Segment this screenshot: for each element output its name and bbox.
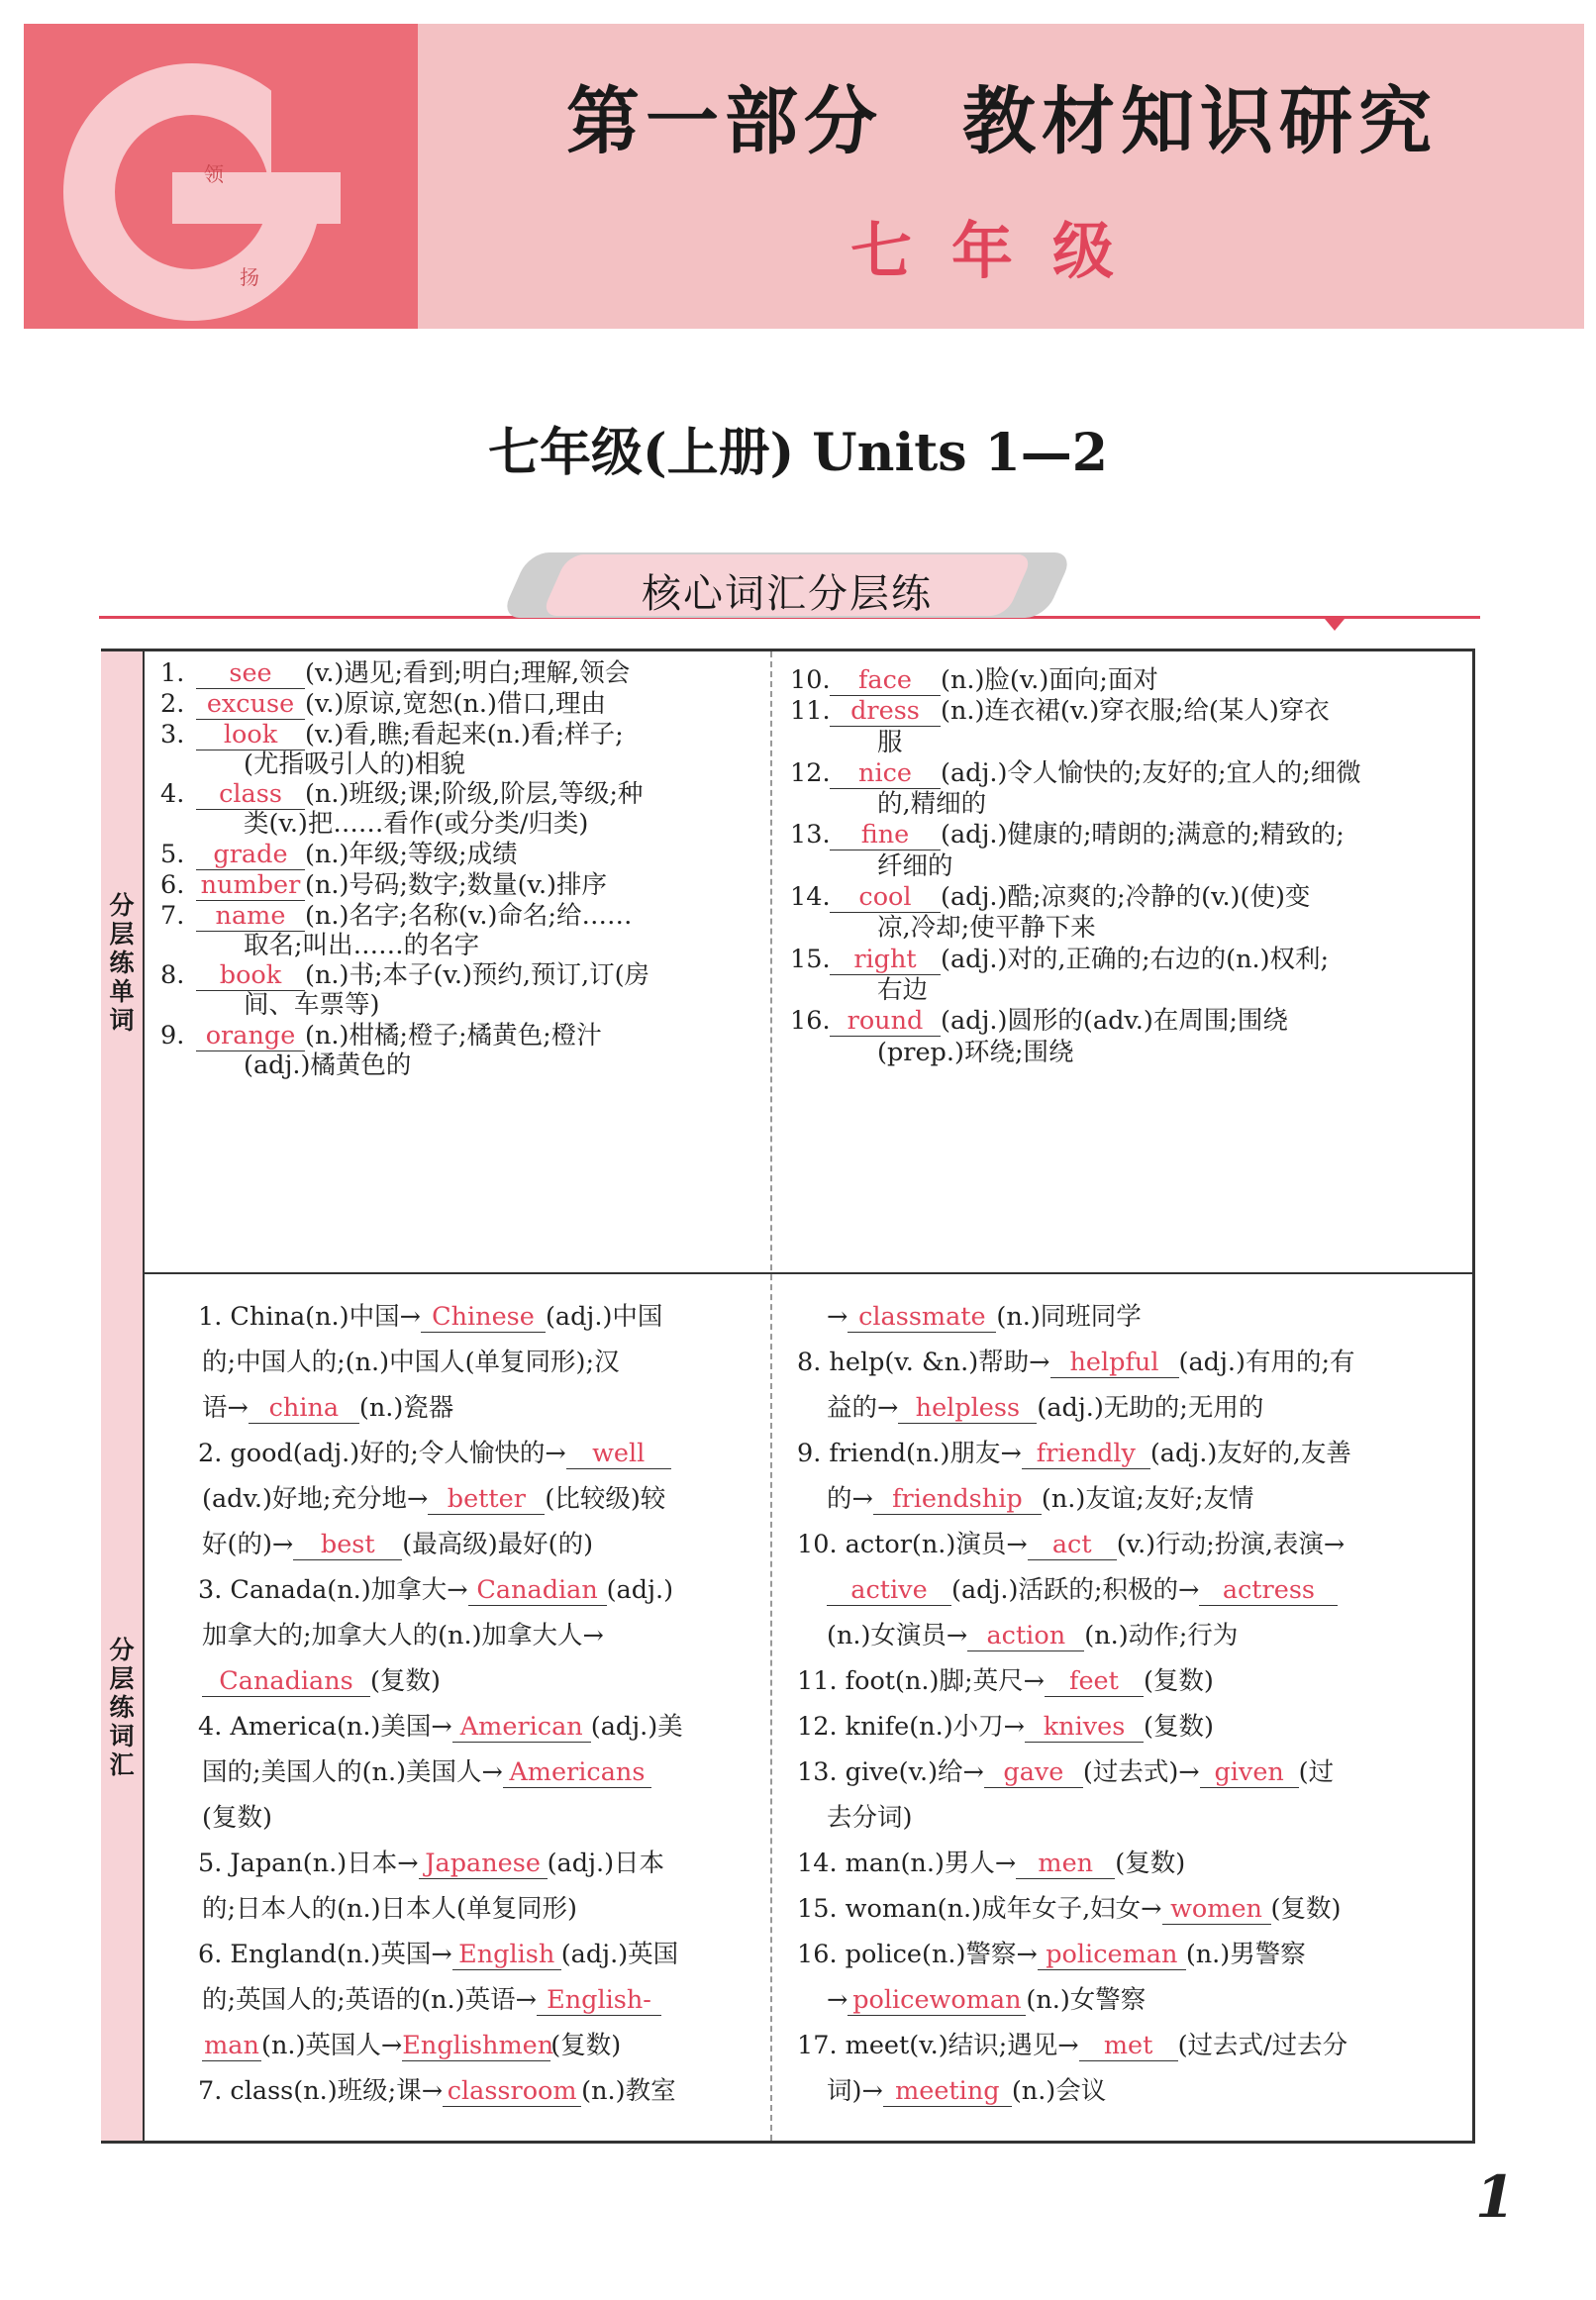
item-text: 2. good(adj.)好的;令人愉快的→ [198, 1439, 566, 1468]
item-text: (复数) [550, 2031, 622, 2060]
item-text: 益的→ [827, 1393, 899, 1423]
item-number: 11. [790, 696, 831, 727]
logo-cut [271, 63, 390, 182]
item-text: (n.)男警察 [1185, 1940, 1306, 1969]
list-item [790, 696, 1463, 727]
item-number: 6. [160, 869, 185, 900]
answer-blank[interactable]: American [452, 1712, 591, 1743]
answer-blank[interactable]: excuse [196, 689, 305, 720]
item-number: 3. [160, 720, 185, 750]
item-text: (n.)英国人→ [261, 2031, 403, 2060]
answer-blank[interactable]: men [1016, 1849, 1115, 1879]
item-text: (过去式)→ [1082, 1757, 1200, 1787]
list-item [790, 945, 1463, 975]
item-text: 间、车票等) [244, 990, 380, 1021]
answer-blank[interactable]: see [196, 658, 305, 689]
list-item [160, 720, 754, 750]
list-item [198, 1750, 752, 1795]
item-text: (v.)行动;扮演,表演→ [1116, 1530, 1346, 1559]
item-text: 14. man(n.)男人→ [797, 1849, 1017, 1878]
item-text: (n.)女演员→ [827, 1621, 968, 1650]
item-text: (v.)遇见;看到;明白;理解,领会 [305, 658, 631, 688]
answer-blank[interactable]: cool [830, 882, 941, 913]
logo-panel [24, 24, 418, 329]
list-item [198, 1431, 752, 1476]
item-text: (尤指吸引人的)相貌 [244, 750, 465, 779]
list-item [160, 870, 754, 901]
item-text: (n.)女警察 [1026, 1985, 1147, 2015]
item-text: (prep.)环绕;围绕 [877, 1037, 1074, 1067]
item-number: 16. [790, 1006, 831, 1037]
item-text: 类(v.)把……看作(或分类/归类) [244, 809, 589, 840]
item-text: 17. meet(v.)结识;遇见→ [797, 2031, 1079, 2060]
item-text: 13. give(v.)给→ [797, 1757, 984, 1787]
answer-blank[interactable]: best [293, 1530, 402, 1560]
side-label-vocab [101, 1273, 145, 2141]
answer-blank[interactable]: Japanese [419, 1849, 548, 1879]
answer-blank[interactable]: class [196, 779, 305, 810]
item-number: 2. [160, 689, 185, 719]
answer-blank[interactable]: Canadian [468, 1575, 607, 1606]
item-number: 15. [790, 944, 831, 974]
item-text: (n.)脸(v.)面向;面对 [941, 665, 1158, 695]
logo-bar [172, 172, 341, 224]
answer-blank[interactable]: dress [830, 696, 941, 727]
list-item [797, 1476, 1465, 1522]
answer-blank[interactable]: well [566, 1439, 671, 1469]
answer-blank[interactable]: man [202, 2031, 261, 2061]
item-text: (n.)动作;行为 [1084, 1621, 1239, 1650]
item-text: (n.)同班同学 [996, 1302, 1142, 1332]
page-number: 1 [1475, 2163, 1516, 2231]
item-text: 6. England(n.)英国→ [198, 1940, 452, 1969]
column-divider [770, 651, 772, 2141]
list-item [797, 1658, 1465, 1704]
item-text: 11. foot(n.)脚;英尺→ [797, 1666, 1045, 1696]
list-item [160, 991, 754, 1020]
answer-blank[interactable]: Chinese [421, 1302, 546, 1333]
list-item [790, 882, 1463, 913]
item-number: 13. [790, 820, 831, 850]
list-item [160, 960, 754, 991]
answer-blank[interactable]: policewoman [848, 1985, 1026, 2016]
answer-blank[interactable]: grade [196, 840, 305, 870]
item-number: 10. [790, 665, 831, 695]
item-text: (adv.)好地;充分地→ [202, 1484, 429, 1514]
list-item [198, 1476, 752, 1522]
item-text: 取名;叫出……的名字 [244, 930, 480, 960]
item-text: (adj.) [606, 1575, 674, 1605]
header-banner [24, 24, 1584, 329]
vocab-left-column [198, 1294, 752, 2114]
item-text: (n.)名字;名称(v.)命名;给…… [305, 900, 633, 931]
item-text: (adj.)活跃的;积极的→ [951, 1575, 1200, 1605]
answer-blank[interactable]: Canadians [202, 1666, 370, 1697]
list-item [797, 1431, 1465, 1476]
item-text: 凉,冷却;使平静下来 [877, 913, 1096, 944]
list-item [797, 1567, 1465, 1613]
words-left-column [160, 658, 754, 1080]
answer-blank[interactable]: English [452, 1940, 561, 1970]
answer-blank[interactable]: right [830, 945, 941, 975]
list-item [160, 689, 754, 720]
list-item [790, 1038, 1463, 1068]
item-text: 9. friend(n.)朋友→ [797, 1439, 1022, 1468]
item-text: (adj.)有用的;有 [1178, 1348, 1355, 1377]
item-text: (n.)班级;课;阶级,阶层,等级;种 [305, 779, 644, 810]
item-text: (n.)连衣裙(v.)穿衣服;给(某人)穿衣 [941, 696, 1330, 727]
item-text: (adj.)健康的;晴朗的;满意的;精致的; [941, 820, 1345, 850]
answer-blank[interactable]: classmate [848, 1302, 996, 1333]
list-item [790, 975, 1463, 1006]
item-text: (adj.)中国 [545, 1302, 663, 1332]
item-text: 10. actor(n.)演员→ [797, 1530, 1028, 1559]
answer-blank[interactable]: helpless [898, 1393, 1037, 1424]
item-text: 去分词) [827, 1803, 913, 1833]
list-item [790, 851, 1463, 882]
item-text: (复数) [370, 1666, 441, 1696]
item-text: (n.)瓷器 [358, 1393, 454, 1423]
item-text: 8. help(v. &n.)帮助→ [797, 1348, 1050, 1377]
list-item [797, 2023, 1465, 2068]
answer-blank[interactable]: number [196, 870, 305, 901]
item-text: (adj.)日本 [547, 1849, 665, 1878]
item-text: 5. Japan(n.)日本→ [198, 1849, 419, 1878]
item-text: 的→ [827, 1484, 873, 1514]
list-item [790, 789, 1463, 820]
item-text: (adj.)酷;凉爽的;冷静的(v.)(使)变 [941, 882, 1311, 913]
list-item [797, 1977, 1465, 2023]
item-number: 9. [160, 1020, 185, 1050]
item-text: 服 [877, 727, 903, 757]
section-title: 核心词汇分层练 [642, 571, 933, 617]
item-text: (过去式/过去分 [1177, 2031, 1348, 2060]
list-item [198, 1795, 752, 1841]
item-number: 14. [790, 882, 831, 913]
item-text: (adj.)友好的,友善 [1149, 1439, 1351, 1468]
list-item [790, 913, 1463, 944]
item-text: (v.)原谅,宽恕(n.)借口,理由 [305, 689, 607, 719]
list-item [198, 1977, 752, 2023]
answer-blank[interactable]: actress [1199, 1575, 1338, 1606]
item-text: (n.)书;本子(v.)预约,预订,订(房 [305, 960, 650, 991]
list-item [797, 1385, 1465, 1431]
item-text: (adj.)英国 [560, 1940, 679, 1969]
answer-blank[interactable]: orange [196, 1021, 305, 1051]
answer-blank[interactable]: helpful [1050, 1348, 1179, 1378]
list-item [790, 665, 1463, 696]
list-item [198, 1340, 752, 1385]
item-text: (n.)教室 [581, 2076, 676, 2106]
answer-blank[interactable]: book [196, 960, 305, 991]
item-text: 4. America(n.)美国→ [198, 1712, 452, 1742]
logo-char-1: 领 [204, 162, 224, 186]
item-text: (最高级)最好(的) [402, 1530, 594, 1559]
item-text: 15. woman(n.)成年女子,妇女→ [797, 1894, 1162, 1924]
list-item [797, 1795, 1465, 1841]
answer-blank[interactable]: round [830, 1006, 941, 1037]
list-item [797, 1704, 1465, 1750]
item-text: (过 [1298, 1757, 1335, 1787]
list-item [198, 1658, 752, 1704]
item-text: 国的;美国人的(n.)美国人→ [202, 1757, 503, 1787]
list-item [797, 1841, 1465, 1886]
vocab-right-column [797, 1294, 1465, 2114]
item-text: (adj.)美 [590, 1712, 683, 1742]
item-text: 1. China(n.)中国→ [198, 1302, 421, 1332]
logo-char-2: 扬 [240, 265, 259, 289]
list-item [790, 820, 1463, 850]
item-text: 右边 [877, 974, 929, 1005]
words-right-column [790, 665, 1463, 1068]
answer-blank[interactable]: action [967, 1621, 1084, 1651]
answer-blank[interactable]: fine [830, 820, 941, 850]
item-text: 的;英国人的;英语的(n.)英语→ [202, 1985, 537, 2015]
item-text: 的,精细的 [877, 789, 987, 820]
list-item [790, 728, 1463, 758]
answer-blank[interactable]: English- [537, 1985, 661, 2016]
list-item [160, 932, 754, 960]
answer-blank[interactable]: women [1162, 1894, 1271, 1925]
item-text: (复数) [1143, 1666, 1214, 1696]
answer-blank[interactable]: gave [984, 1757, 1083, 1788]
answer-blank[interactable]: friendly [1022, 1439, 1150, 1469]
list-item [797, 1750, 1465, 1795]
list-item [198, 1613, 752, 1658]
answer-blank[interactable]: china [249, 1393, 359, 1424]
answer-blank[interactable]: active [827, 1575, 951, 1606]
item-text: → [827, 1302, 848, 1332]
list-item [198, 1567, 752, 1613]
list-item [198, 1522, 752, 1567]
item-number: 5. [160, 839, 185, 869]
answer-blank[interactable]: knives [1025, 1712, 1144, 1743]
item-text: 的;日本人的(n.)日本人(单复同形) [202, 1894, 577, 1924]
item-text: (n.)柑橘;橙子;橘黄色;橙汁 [305, 1020, 602, 1050]
list-item [198, 1385, 752, 1431]
answer-blank[interactable]: meeting [883, 2076, 1012, 2107]
answer-blank[interactable]: feet [1045, 1666, 1144, 1697]
answer-blank[interactable]: friendship [873, 1484, 1042, 1515]
item-text: (adj.)橘黄色的 [244, 1050, 412, 1080]
list-item [797, 1886, 1465, 1932]
list-item [797, 1932, 1465, 1977]
side-label-words-text: 分层练单词 [109, 890, 135, 1035]
list-item [198, 1294, 752, 1340]
item-text: (n.)会议 [1011, 2076, 1107, 2106]
item-text: (复数) [202, 1803, 272, 1833]
list-item [797, 1340, 1465, 1385]
list-item [198, 1704, 752, 1750]
part-title: 第一部分 教材知识研究 [566, 79, 1438, 164]
item-text: (复数) [1270, 1894, 1342, 1924]
side-label-words [101, 651, 145, 1273]
item-text: (n.)年级;等级;成绩 [305, 839, 518, 869]
item-number: 7. [160, 900, 185, 931]
list-item [160, 658, 754, 689]
item-text: (adj.)对的,正确的;右边的(n.)权利; [941, 944, 1330, 974]
answer-blank[interactable]: face [830, 665, 941, 696]
item-text: 词)→ [827, 2076, 883, 2106]
item-number: 1. [160, 658, 185, 688]
answer-blank[interactable]: act [1028, 1530, 1117, 1560]
list-item [160, 901, 754, 932]
item-text: 语→ [202, 1393, 249, 1423]
answer-blank[interactable]: nice [830, 758, 941, 789]
list-item [797, 1522, 1465, 1567]
item-text: 纤细的 [877, 850, 953, 881]
item-text: → [827, 1985, 848, 2015]
item-number: 4. [160, 779, 185, 810]
grade-title: 七年级 [849, 215, 1153, 287]
answer-blank[interactable]: Americans [503, 1757, 651, 1788]
item-text: (adj.)无助的;无用的 [1037, 1393, 1264, 1423]
item-text: 好(的)→ [202, 1530, 294, 1559]
list-item [160, 1051, 754, 1080]
list-item [790, 1006, 1463, 1037]
list-item [198, 1886, 752, 1932]
item-text: 12. knife(n.)小刀→ [797, 1712, 1026, 1742]
list-item [160, 779, 754, 810]
item-text: (v.)看,瞧;看起来(n.)看;样子; [305, 720, 624, 750]
answer-blank[interactable]: name [196, 901, 305, 932]
answer-blank[interactable]: given [1200, 1757, 1299, 1788]
list-item [198, 2023, 752, 2068]
list-item [198, 2068, 752, 2114]
list-item [797, 1613, 1465, 1658]
answer-blank[interactable]: better [428, 1484, 545, 1515]
item-text: 7. class(n.)班级;课→ [198, 2076, 444, 2106]
answer-blank[interactable]: classroom [443, 2076, 581, 2107]
item-text: (adj.)令人愉快的;友好的;宜人的;细微 [941, 757, 1361, 788]
list-item [160, 810, 754, 839]
item-text: 3. Canada(n.)加拿大→ [198, 1575, 468, 1605]
list-item [797, 1294, 1465, 1340]
list-item [160, 750, 754, 779]
list-item [160, 840, 754, 870]
item-text: (n.)号码;数字;数量(v.)排序 [305, 869, 607, 900]
item-number: 12. [790, 757, 831, 788]
list-item [198, 1841, 752, 1886]
side-label-vocab-text: 分层练词汇 [109, 1635, 135, 1779]
item-text: (adj.)圆形的(adv.)在周围;围绕 [941, 1006, 1288, 1037]
item-text: (n.)友谊;友好;友情 [1041, 1484, 1254, 1514]
answer-blank[interactable]: look [196, 720, 305, 750]
item-text: 加拿大的;加拿大人的(n.)加拿大人→ [202, 1621, 604, 1650]
answer-blank[interactable]: policeman [1038, 1940, 1186, 1970]
answer-blank[interactable]: met [1079, 2031, 1178, 2061]
answer-blank[interactable]: Englishmen [402, 2031, 554, 2060]
unit-title: 七年级(上册) Units 1—2 [488, 423, 1108, 483]
list-item [790, 758, 1463, 789]
item-text: (比较级)较 [545, 1484, 666, 1514]
item-text: (复数) [1115, 1849, 1186, 1878]
list-item [198, 1932, 752, 1977]
item-text: (复数) [1144, 1712, 1214, 1742]
section-divider [145, 1272, 1472, 1274]
list-item [160, 1021, 754, 1051]
rule-notch [1325, 619, 1345, 631]
item-number: 8. [160, 960, 185, 991]
item-text: 的;中国人的;(n.)中国人(单复同形);汉 [202, 1348, 620, 1377]
item-text: 16. police(n.)警察→ [797, 1940, 1038, 1969]
list-item [797, 2068, 1465, 2114]
